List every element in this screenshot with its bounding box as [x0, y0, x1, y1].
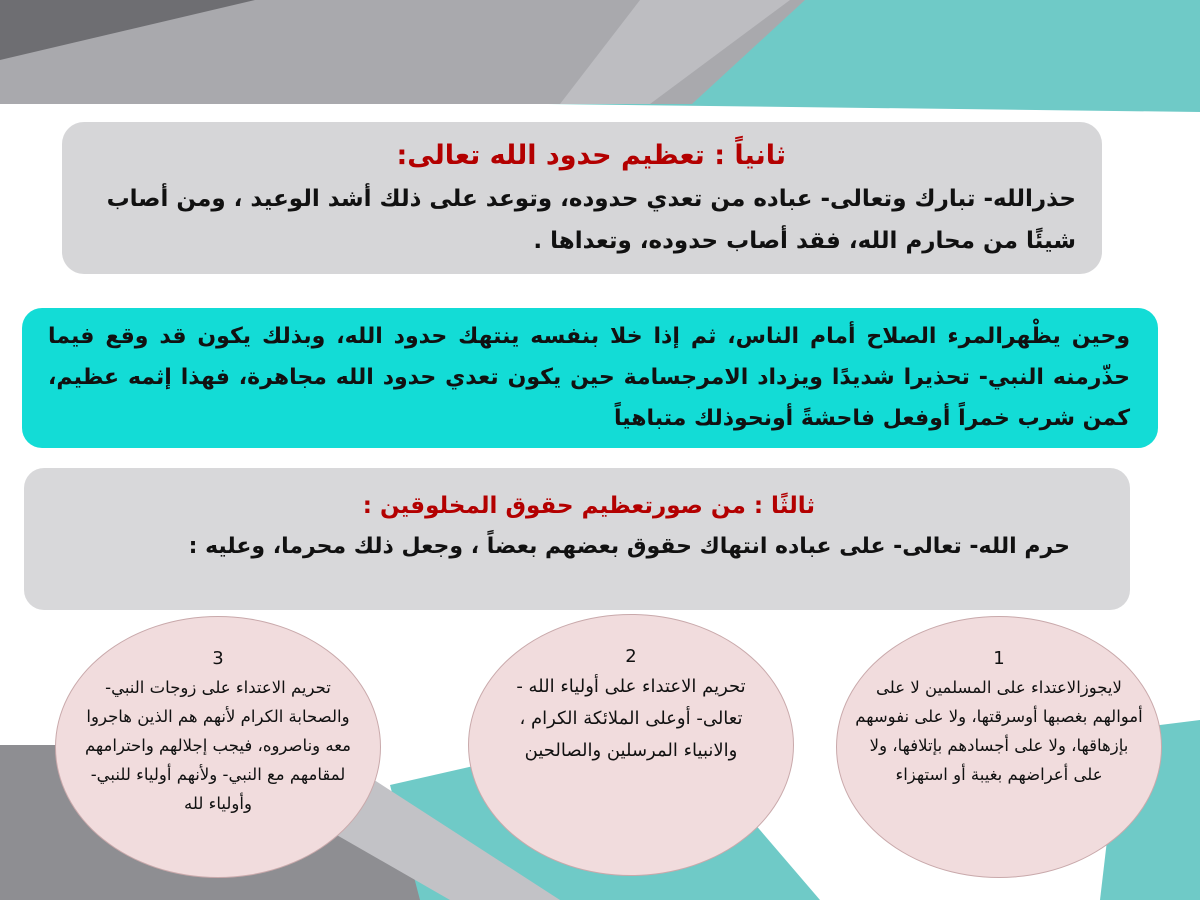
point-number: 1 — [993, 648, 1005, 669]
section-two-box — [62, 122, 1102, 274]
point-number: 3 — [212, 648, 224, 669]
section-three-text: حرم الله- تعالى- على عباده انتهاك حقوق بعضهم بعضاً ، وجعل ذلك محرما، وعليه : — [188, 534, 1070, 559]
warning-text: وحين يظْهرالمرء الصلاح أمام الناس، ثم إذا خلا بنفسه ينتهك حدود الله، وبذلك يكون قد وقع فيما حذّرمنه النبي- تحذيرا شديدًا ويزداد الامرجسامة حين يكون تعدي حدود الله مجاهرة، فهذا إثمه عظيم، كمن شرب خمراً أوفعل فاحشةً أونحوذلك متباهياً — [48, 324, 1130, 431]
point-circle-3 — [55, 616, 381, 878]
point-text: لايجوزالاعتداء على المسلمين لا على أموالهم بغصبها أوسرقتها، ولا على نفوسهم بإزهاقها، ولا على أجسادهم بإتلافها، ولا على أعراضهم بغيبة أو استهزاء — [855, 678, 1143, 784]
point-number: 2 — [625, 646, 637, 667]
section-two-text: حذرالله- تبارك وتعالى- عباده من تعدي حدوده، وتوعد على ذلك أشد الوعيد ، ومن أصاب شيئًا من محارم الله، فقد أصاب حدوده، وتعداها . — [106, 186, 1076, 254]
point-circle-2 — [468, 614, 794, 876]
point-circle-1 — [836, 616, 1162, 878]
section-three-box — [24, 468, 1130, 610]
section-three-title: ثالثًا : من صورتعظيم حقوق المخلوقين : — [362, 493, 815, 519]
point-text: تحريم الاعتداء على أولياء الله - تعالى- أوعلى الملائكة الكرام ، والانبياء المرسلين والصالحين — [516, 676, 746, 761]
point-text: تحريم الاعتداء على زوجات النبي- والصحابة الكرام لأنهم هم الذين هاجروا معه وناصروه، فيجب إجلالهم واحترامهم لمقامهم مع النبي- ولأنهم أولياء للنبي- وأولياء لله — [84, 678, 352, 813]
warning-box — [22, 308, 1158, 448]
section-two-title: ثانياً : تعظيم حدود الله تعالى: — [396, 140, 786, 171]
